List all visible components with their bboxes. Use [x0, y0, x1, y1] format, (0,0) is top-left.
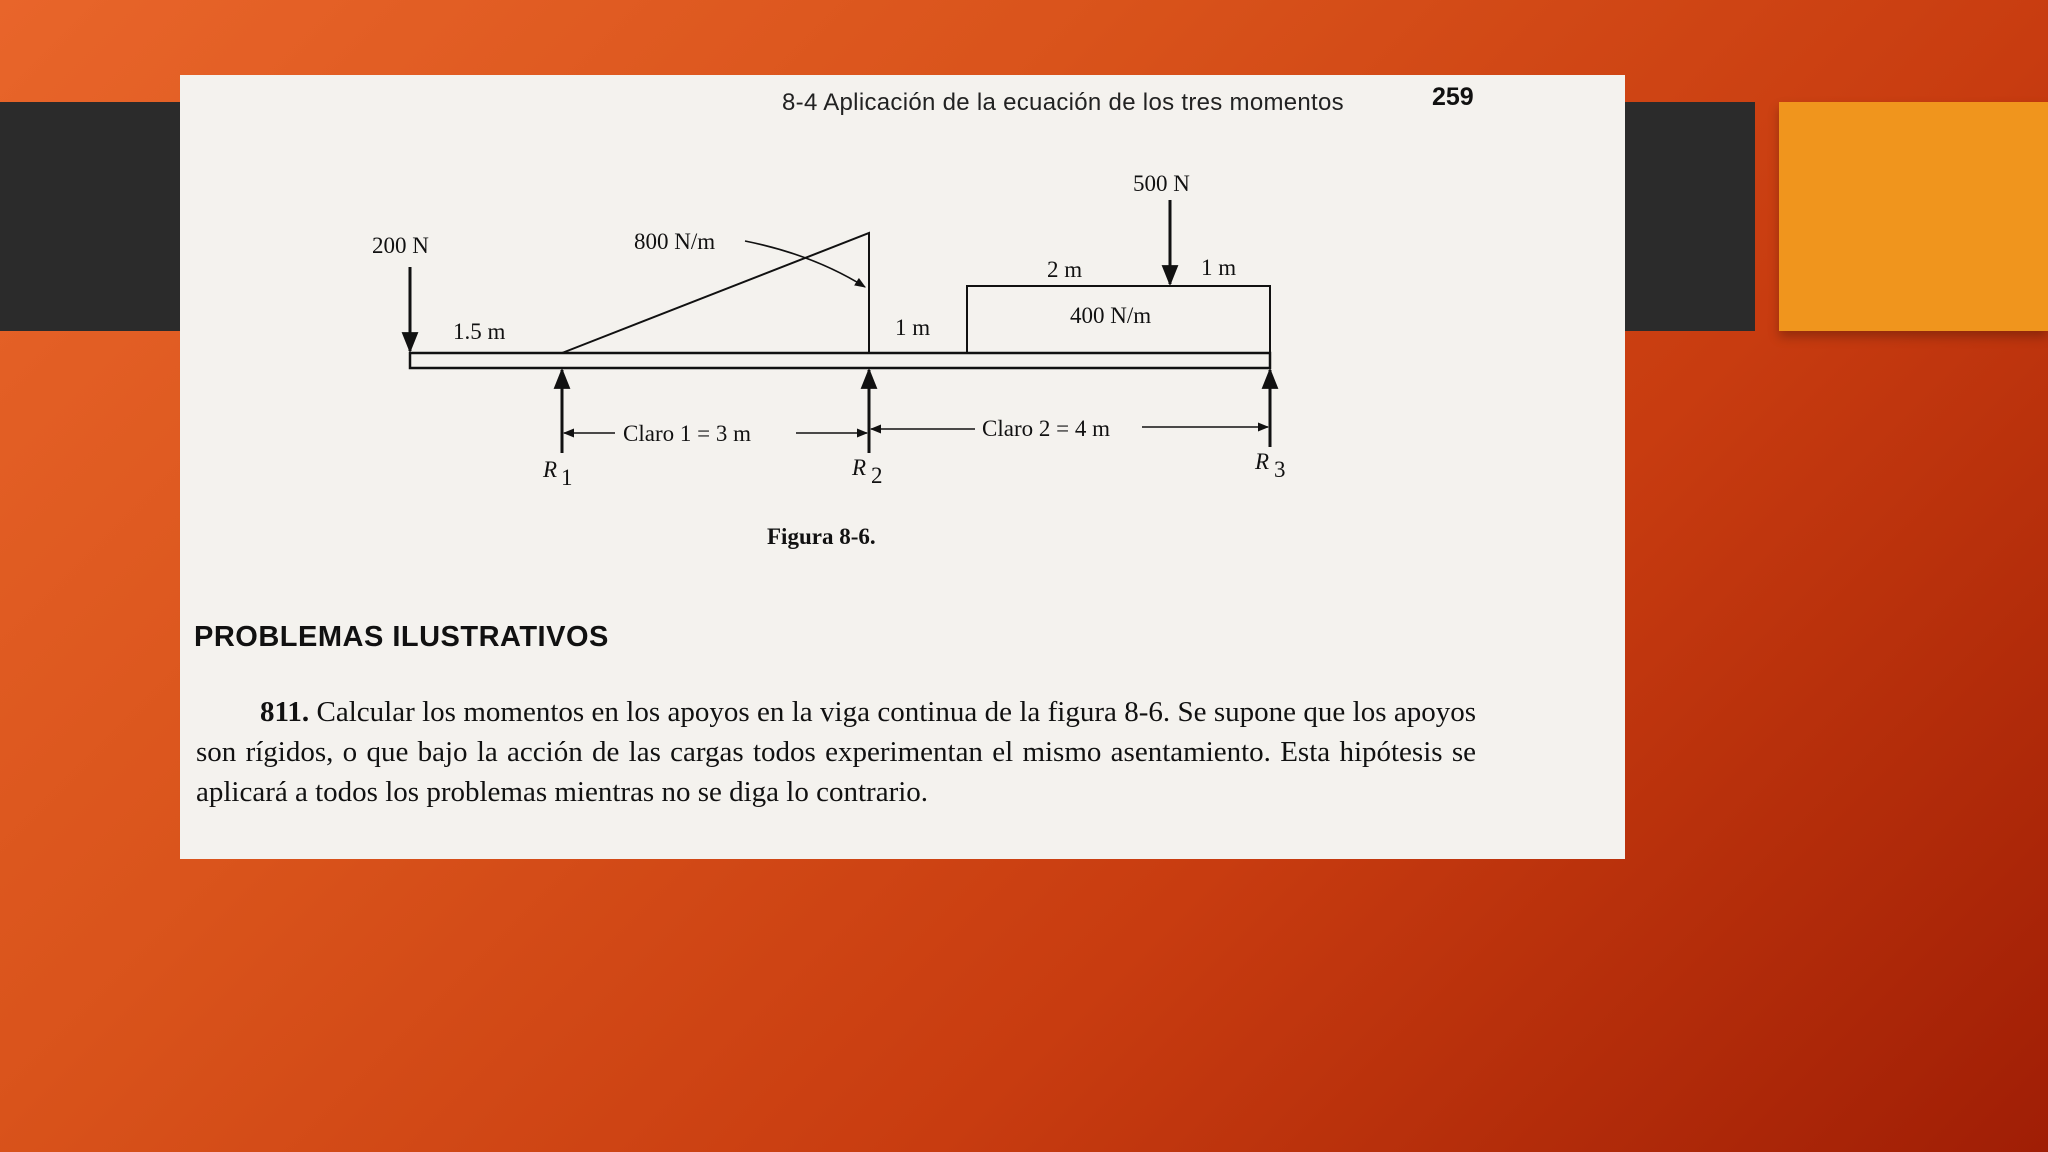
section-title: PROBLEMAS ILUSTRATIVOS — [194, 621, 609, 653]
label-r2: R — [852, 455, 867, 480]
label-400nm: 400 N/m — [1070, 303, 1152, 328]
label-800nm: 800 N/m — [634, 229, 716, 254]
problem-text: Calcular los momentos en los apoyos en la viga continua de la figura 8-6. Se supone que los apoyos son rígidos, o que bajo la acción de las cargas todos experimentan el mismo asentamiento. Esta hipótesis se aplicará a todos los problemas mientras no se diga lo contrario. — [196, 696, 1477, 808]
problem-number: 811. — [260, 696, 310, 728]
load-800-leader — [745, 241, 865, 287]
triangular-load — [562, 233, 869, 353]
label-500n: 500 N — [1133, 171, 1190, 196]
running-head: 8-4 Aplicación de la ecuación de los tres momentos — [782, 89, 1344, 116]
label-r3: R — [1255, 449, 1270, 474]
label-1m-left: 1 m — [895, 315, 931, 340]
scanned-page — [180, 75, 1625, 859]
problem-paragraph — [196, 692, 1476, 812]
label-200n: 200 N — [372, 233, 429, 258]
figure-caption: Figura 8-6. — [767, 524, 876, 549]
label-span2: Claro 2 = 4 m — [982, 416, 1110, 441]
label-1m-right: 1 m — [1201, 255, 1237, 280]
label-1-5m: 1.5 m — [453, 319, 506, 344]
label-r2-sub: 2 — [871, 463, 883, 488]
label-r1: R — [543, 457, 558, 482]
accent-box — [1779, 102, 2048, 331]
beam — [410, 353, 1270, 368]
page-number: 259 — [1432, 83, 1474, 111]
label-r1-sub: 1 — [561, 465, 573, 490]
label-span1: Claro 1 = 3 m — [623, 421, 751, 446]
dark-band-left — [0, 102, 180, 331]
label-r3-sub: 3 — [1274, 457, 1286, 482]
dark-band-right — [1622, 102, 1755, 331]
label-2m: 2 m — [1047, 257, 1083, 282]
